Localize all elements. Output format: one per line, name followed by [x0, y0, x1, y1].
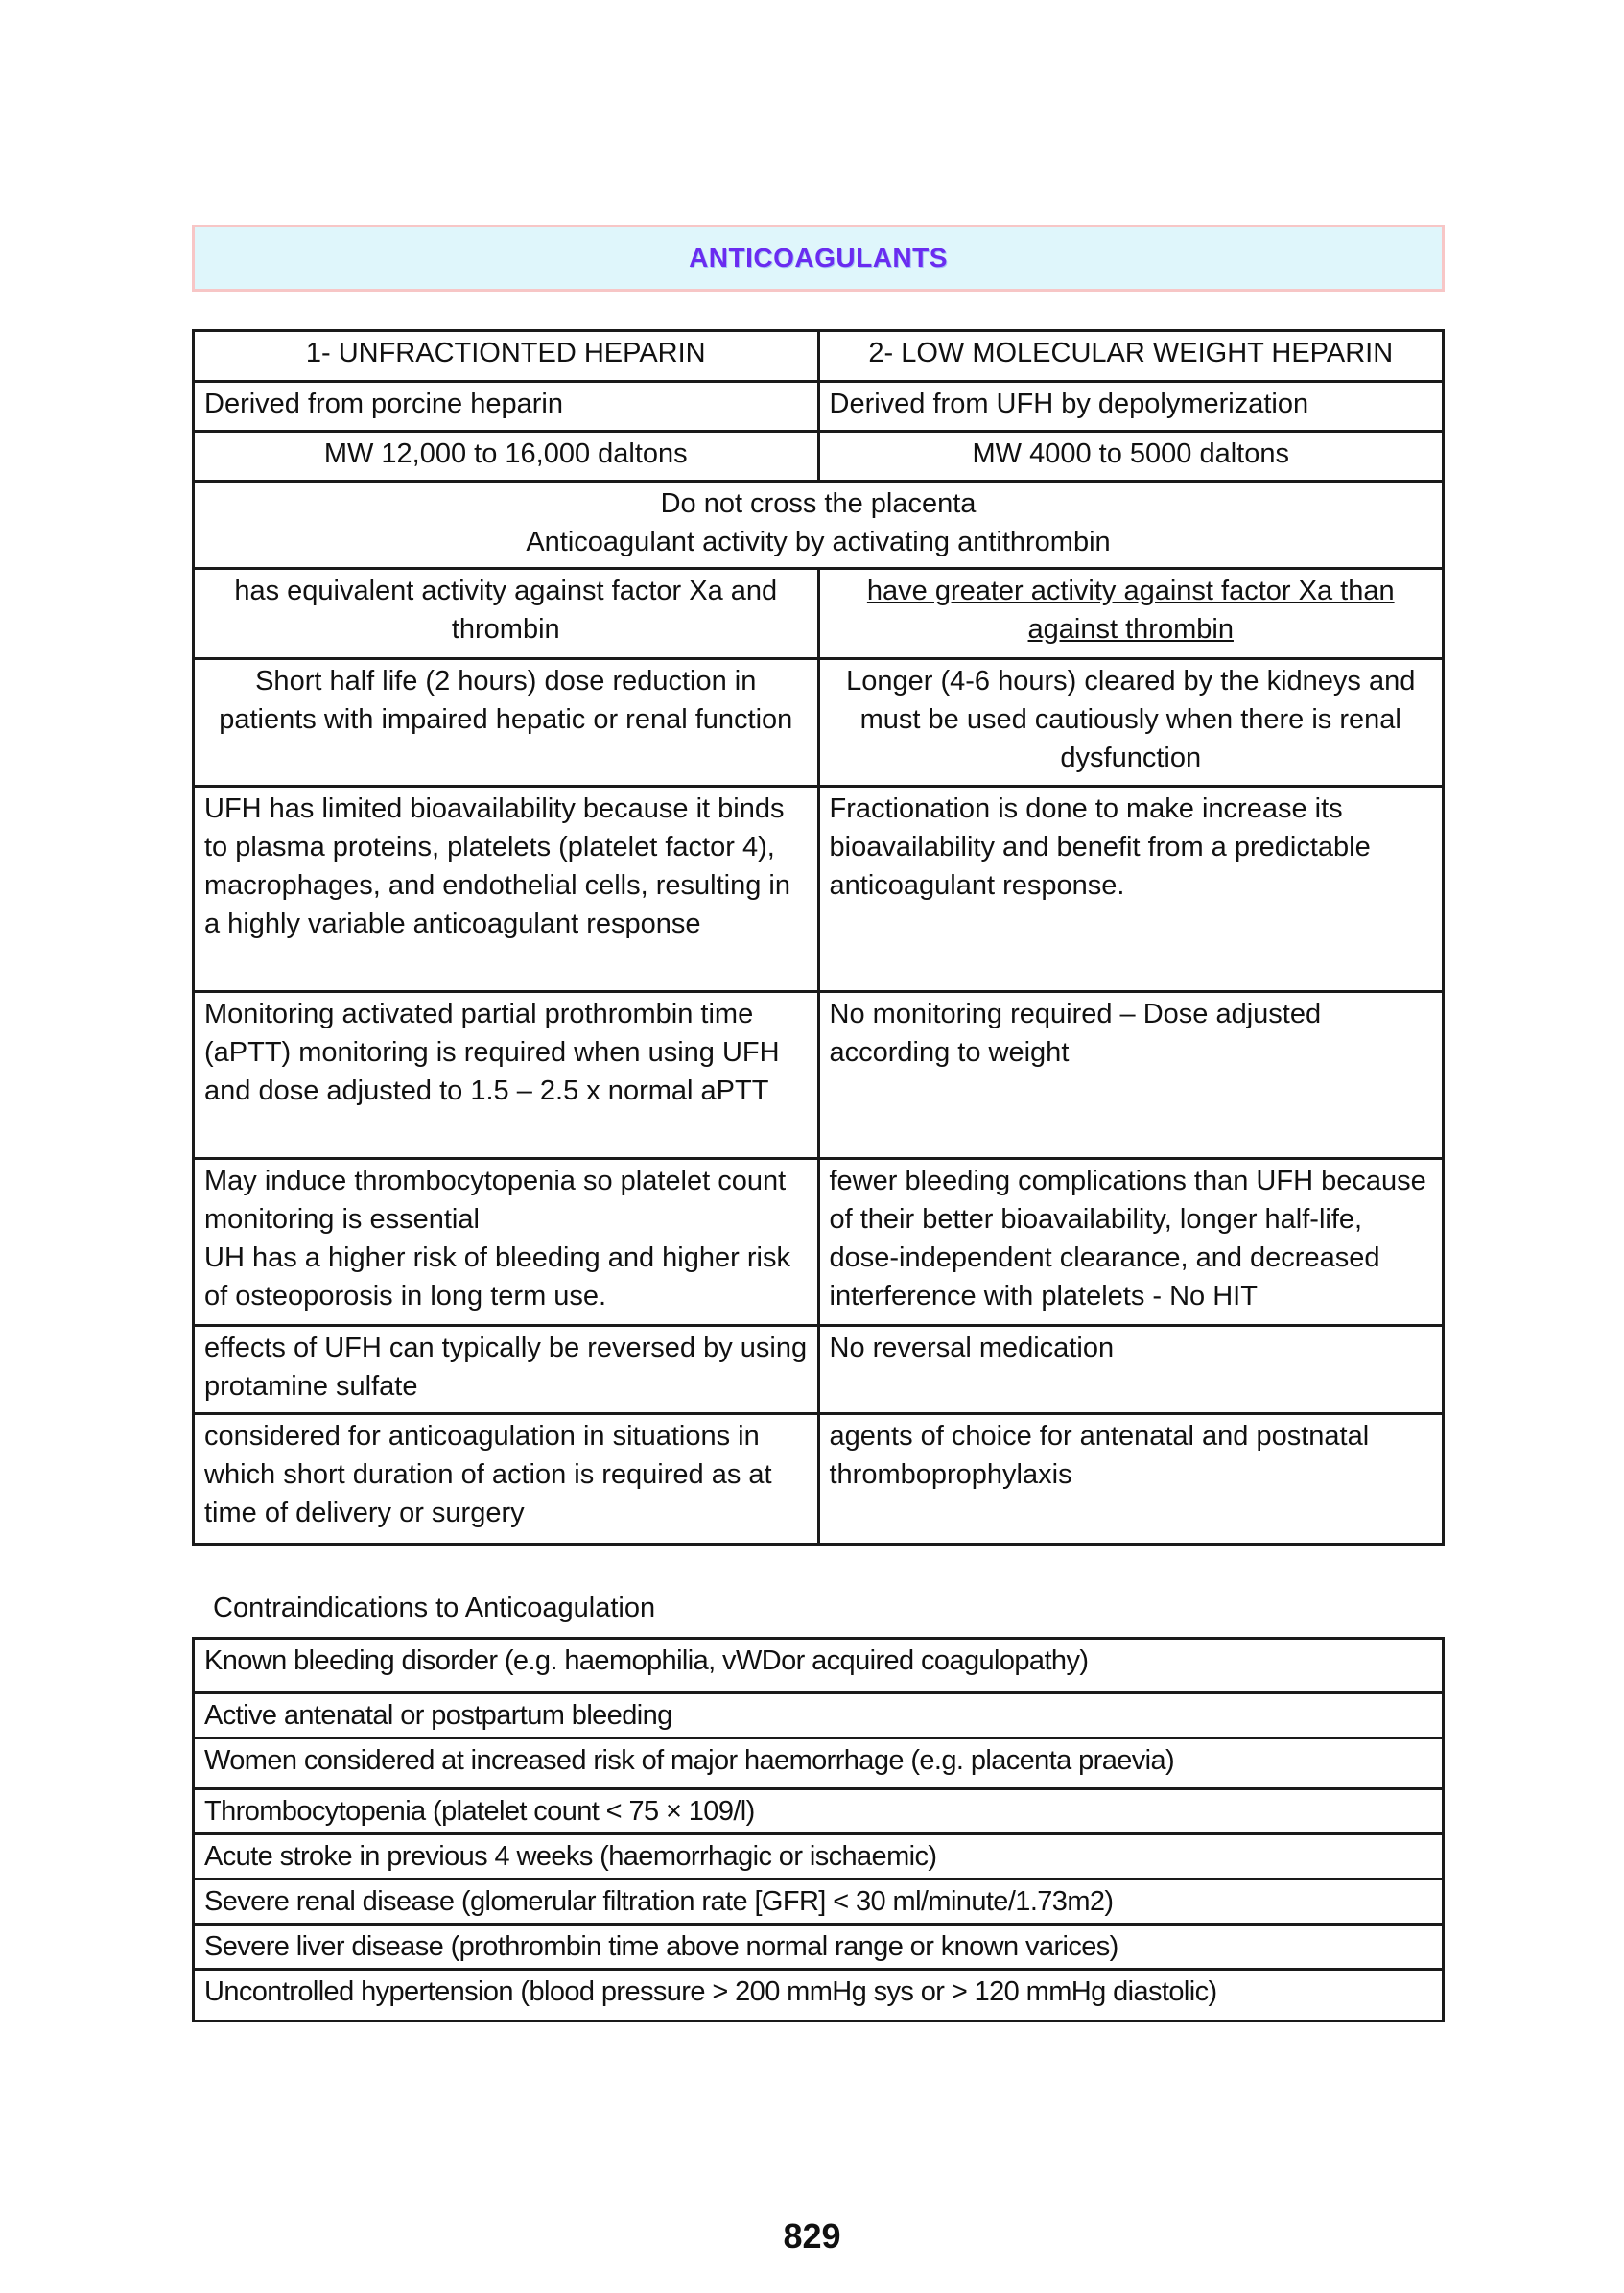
table-row-shared — [194, 482, 1444, 569]
page-title: ANTICOAGULANTS — [689, 243, 948, 272]
contraindication-item: Thrombocytopenia (platelet count < 75 × 109/l) — [194, 1789, 1444, 1834]
contraindication-item: Severe renal disease (glomerular filtration rate [GFR] < 30 ml/minute/1.73m2) — [194, 1879, 1444, 1925]
contraindications-heading: Contraindications to Anticoagulation — [213, 1593, 656, 1623]
cell-ufh: considered for anticoagulation in situations in which short duration of action is required as at time of delivery or surgery — [194, 1414, 819, 1545]
cell-ufh: MW 12,000 to 16,000 daltons — [194, 432, 819, 482]
cell-lmwh: fewer bleeding complications than UFH because of their better bioavailability, longer half-life, dose-independent clearance, and decreased interference with platelets - No HIT — [818, 1159, 1444, 1326]
cell-shared — [194, 482, 1444, 569]
cell-lmwh: No monitoring required – Dose adjusted according to weight — [818, 992, 1444, 1159]
heparin-comparison-table — [192, 329, 1445, 1546]
cell-ufh — [194, 1159, 819, 1326]
table-row — [194, 659, 1444, 787]
table-header-row — [194, 331, 1444, 382]
header-lmwh: 2- LOW MOLECULAR WEIGHT HEPARIN — [818, 331, 1444, 382]
cell-lmwh: MW 4000 to 5000 daltons — [818, 432, 1444, 482]
table-row — [194, 1970, 1444, 2021]
table-row — [194, 1414, 1444, 1545]
contraindication-item: Known bleeding disorder (e.g. haemophilia, vWDor acquired coagulopathy) — [194, 1639, 1444, 1693]
table-row — [194, 1925, 1444, 1970]
contraindication-item: Acute stroke in previous 4 weeks (haemorrhagic or ischaemic) — [194, 1834, 1444, 1879]
table-row — [194, 1639, 1444, 1693]
cell-ufh: has equivalent activity against factor Xa and thrombin — [194, 569, 819, 659]
table-row — [194, 382, 1444, 432]
table-row — [194, 1789, 1444, 1834]
cell-lmwh: No reversal medication — [818, 1326, 1444, 1414]
cell-lmwh: Fractionation is done to make increase its bioavailability and benefit from a predictable anticoagulant response. — [818, 787, 1444, 992]
cell-lmwh: have greater activity against factor Xa than against thrombin — [818, 569, 1444, 659]
table-row — [194, 569, 1444, 659]
cell-line: UH has a higher risk of bleeding and higher risk of osteoporosis in long term use. — [204, 1242, 790, 1312]
contraindication-item: Women considered at increased risk of major haemorrhage (e.g. placenta praevia) — [194, 1738, 1444, 1789]
shared-line: Do not cross the placenta — [660, 488, 977, 519]
cell-lmwh: agents of choice for antenatal and postnatal thromboprophylaxis — [818, 1414, 1444, 1545]
cell-ufh: effects of UFH can typically be reversed by using protamine sulfate — [194, 1326, 819, 1414]
cell-ufh: UFH has limited bioavailability because it binds to plasma proteins, platelets (platelet factor 4), macrophages, and endothelial cells, resulting in a highly variable anticoagulant response — [194, 787, 819, 992]
shared-line: Anticoagulant activity by activating antithrombin — [526, 527, 1111, 557]
contraindication-item: Severe liver disease (prothrombin time above normal range or known varices) — [194, 1925, 1444, 1970]
table-row — [194, 1879, 1444, 1925]
contraindications-table — [192, 1637, 1445, 2022]
table-row — [194, 992, 1444, 1159]
cell-lmwh: Derived from UFH by depolymerization — [818, 382, 1444, 432]
header-ufh: 1- UNFRACTIONTED HEPARIN — [194, 331, 819, 382]
table-row — [194, 1693, 1444, 1738]
table-row — [194, 787, 1444, 992]
cell-ufh: Short half life (2 hours) dose reduction in patients with impaired hepatic or renal function — [194, 659, 819, 787]
page-number: 829 — [783, 2216, 841, 2256]
contraindication-item: Active antenatal or postpartum bleeding — [194, 1693, 1444, 1738]
table-row — [194, 1326, 1444, 1414]
cell-ufh: Derived from porcine heparin — [194, 382, 819, 432]
cell-ufh: Monitoring activated partial prothrombin time (aPTT) monitoring is required when using UFH and dose adjusted to 1.5 – 2.5 x normal aPTT — [194, 992, 819, 1159]
table-row — [194, 1834, 1444, 1879]
cell-lmwh: Longer (4-6 hours) cleared by the kidneys and must be used cautiously when there is renal dysfunction — [818, 659, 1444, 787]
contraindication-item: Uncontrolled hypertension (blood pressure > 200 mmHg sys or > 120 mmHg diastolic) — [194, 1970, 1444, 2021]
table-row — [194, 432, 1444, 482]
title-banner — [192, 225, 1445, 292]
table-row — [194, 1738, 1444, 1789]
cell-line: May induce thrombocytopenia so platelet count monitoring is essential — [204, 1166, 787, 1235]
table-row — [194, 1159, 1444, 1326]
